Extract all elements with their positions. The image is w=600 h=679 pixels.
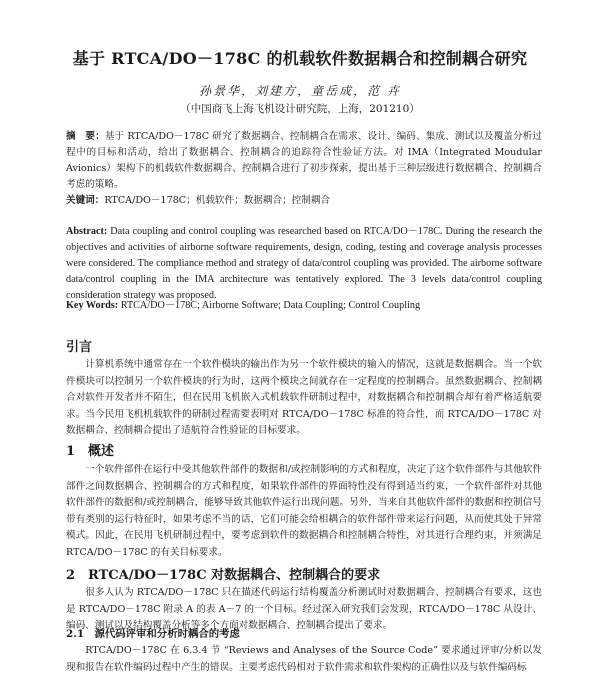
keywords-cn — [66, 193, 542, 209]
heading-section-1: 1 概述 — [66, 444, 115, 459]
abstract-cn-text: 基于 RTCA/DO－178C 研究了数据耦合、控制耦合在需求、设计、编码、集成、测试以及覆盖分析过程中的目标和活动，给出了数据耦合、控制耦合的追踪符合性验证方法。对 IMA（Integrated Moudular Avionics）架构下的机载软件数据耦合、控制耦合进行了初步探索，提出基于三种层级进行数据耦合、控制耦合考虑的策略。 — [66, 131, 543, 190]
abstract-en — [66, 224, 542, 304]
keywords-en — [66, 298, 542, 314]
abstract-cn-label: 摘 要： — [66, 131, 105, 142]
paragraph-introduction: 计算机系统中通常存在一个软件模块的输出作为另一个软件模块的输入的情况，这就是数据耦合。当一个软件模块可以控制另一个软件模块的行为时，这两个模块之间就存在一定程度的控制耦合。虽然数据耦合、控制耦合对软件开发者并不陌生，但在民用飞机嵌入式机载软件研制过程中，对数据耦合和控制耦合却有着严格适航要求。当今民用飞机机载软件的研制过程需要表明对 RTCA/DO－178C 标准的符合性，而 RTCA/DO－178C 对数据耦合、控制耦合提出了适航符合性验证的目标要求。 — [66, 359, 542, 436]
paragraph-section-1: 一个软件部件在运行中受其他软件部件的数据和/或控制影响的方式和程度，决定了这个软件部件与其他软件部件之间数据耦合、控制耦合的方式和程度，如果软件部件的界面特性没有得到适当约束，一个软件部件对其他软件部件的数据和/或控制耦合，能够导致其他软件运行出现问题。另外，当来自其他软件部件的数据和控制信号带有类别的运行特征时，如果考虑不当的话，它们可能会给相耦合的软件部件带来运行问题，从而使其处于异常模式。因此，在民用飞机研制过程中，要考虑到软件的数据耦合和控制耦合特性，对其进行合理约束，并须满足 RTCA/DO－178C 的有关目标要求。 — [66, 464, 542, 558]
heading-introduction: 引言 — [66, 340, 93, 355]
abstract-en-text: Data coupling and control coupling was researched based on RTCA/DO－178C. During the research the objectives and activities of airborne software requirements, design, coding, testing and coverage analysis processes were considered. The compliance method and strategy of data/control coupling was provided. The airborne software data/control coupling in the IMA architecture was tentatively explored. The 3 levels data/control coupling consideration strategy was proposed. — [66, 226, 543, 301]
paper-title: 基于 RTCA/DO－178C 的机载软件数据耦合和控制耦合研究 — [72, 49, 528, 68]
keywords-cn-text: RTCA/DO－178C；机载软件；数据耦合；控制耦合 — [104, 195, 331, 206]
heading-section-2: 2 RTCA/DO－178C 对数据耦合、控制耦合的要求 — [66, 568, 381, 583]
keywords-en-label: Key Words: — [66, 300, 119, 311]
paper-authors: 孙景华，刘建方，童岳成，范 卉 — [199, 84, 401, 98]
keywords-cn-label: 关键词： — [66, 195, 105, 206]
keywords-en-text: RTCA/DO－178C; Airborne Software; Data Coupling; Control Coupling — [120, 300, 421, 311]
heading-section-2-1: 2.1 源代码评审和分析时耦合的考虑 — [66, 628, 240, 640]
abstract-en-label: Abstract: — [66, 226, 108, 237]
abstract-cn — [66, 129, 542, 193]
paper-affiliation: （中国商飞上海飞机设计研究院，上海，201210） — [180, 103, 420, 115]
paragraph-section-2: 很多人认为 RTCA/DO－178C 只在描述代码运行结构覆盖分析测试时对数据耦合、控制耦合有要求，这也是 RTCA/DO－178C 附录 A 的表 A－7 的一个目标。经过深入研究我们会发现，RTCA/DO－178C 从设计、编码、测试以及结构覆盖分析等多个方面对数据耦合、控制耦合提出了要求。 — [66, 587, 542, 631]
paragraph-section-2-1: RTCA/DO－178C 在 6.3.4 节 “Reviews and Analyses of the Source Code” 要求通过评审/分析以发现和报告在软件编码过程中产生的错误。主要考虑代码相对于软件需求和软件架构的正确性以及与软件编码标 — [66, 645, 542, 673]
